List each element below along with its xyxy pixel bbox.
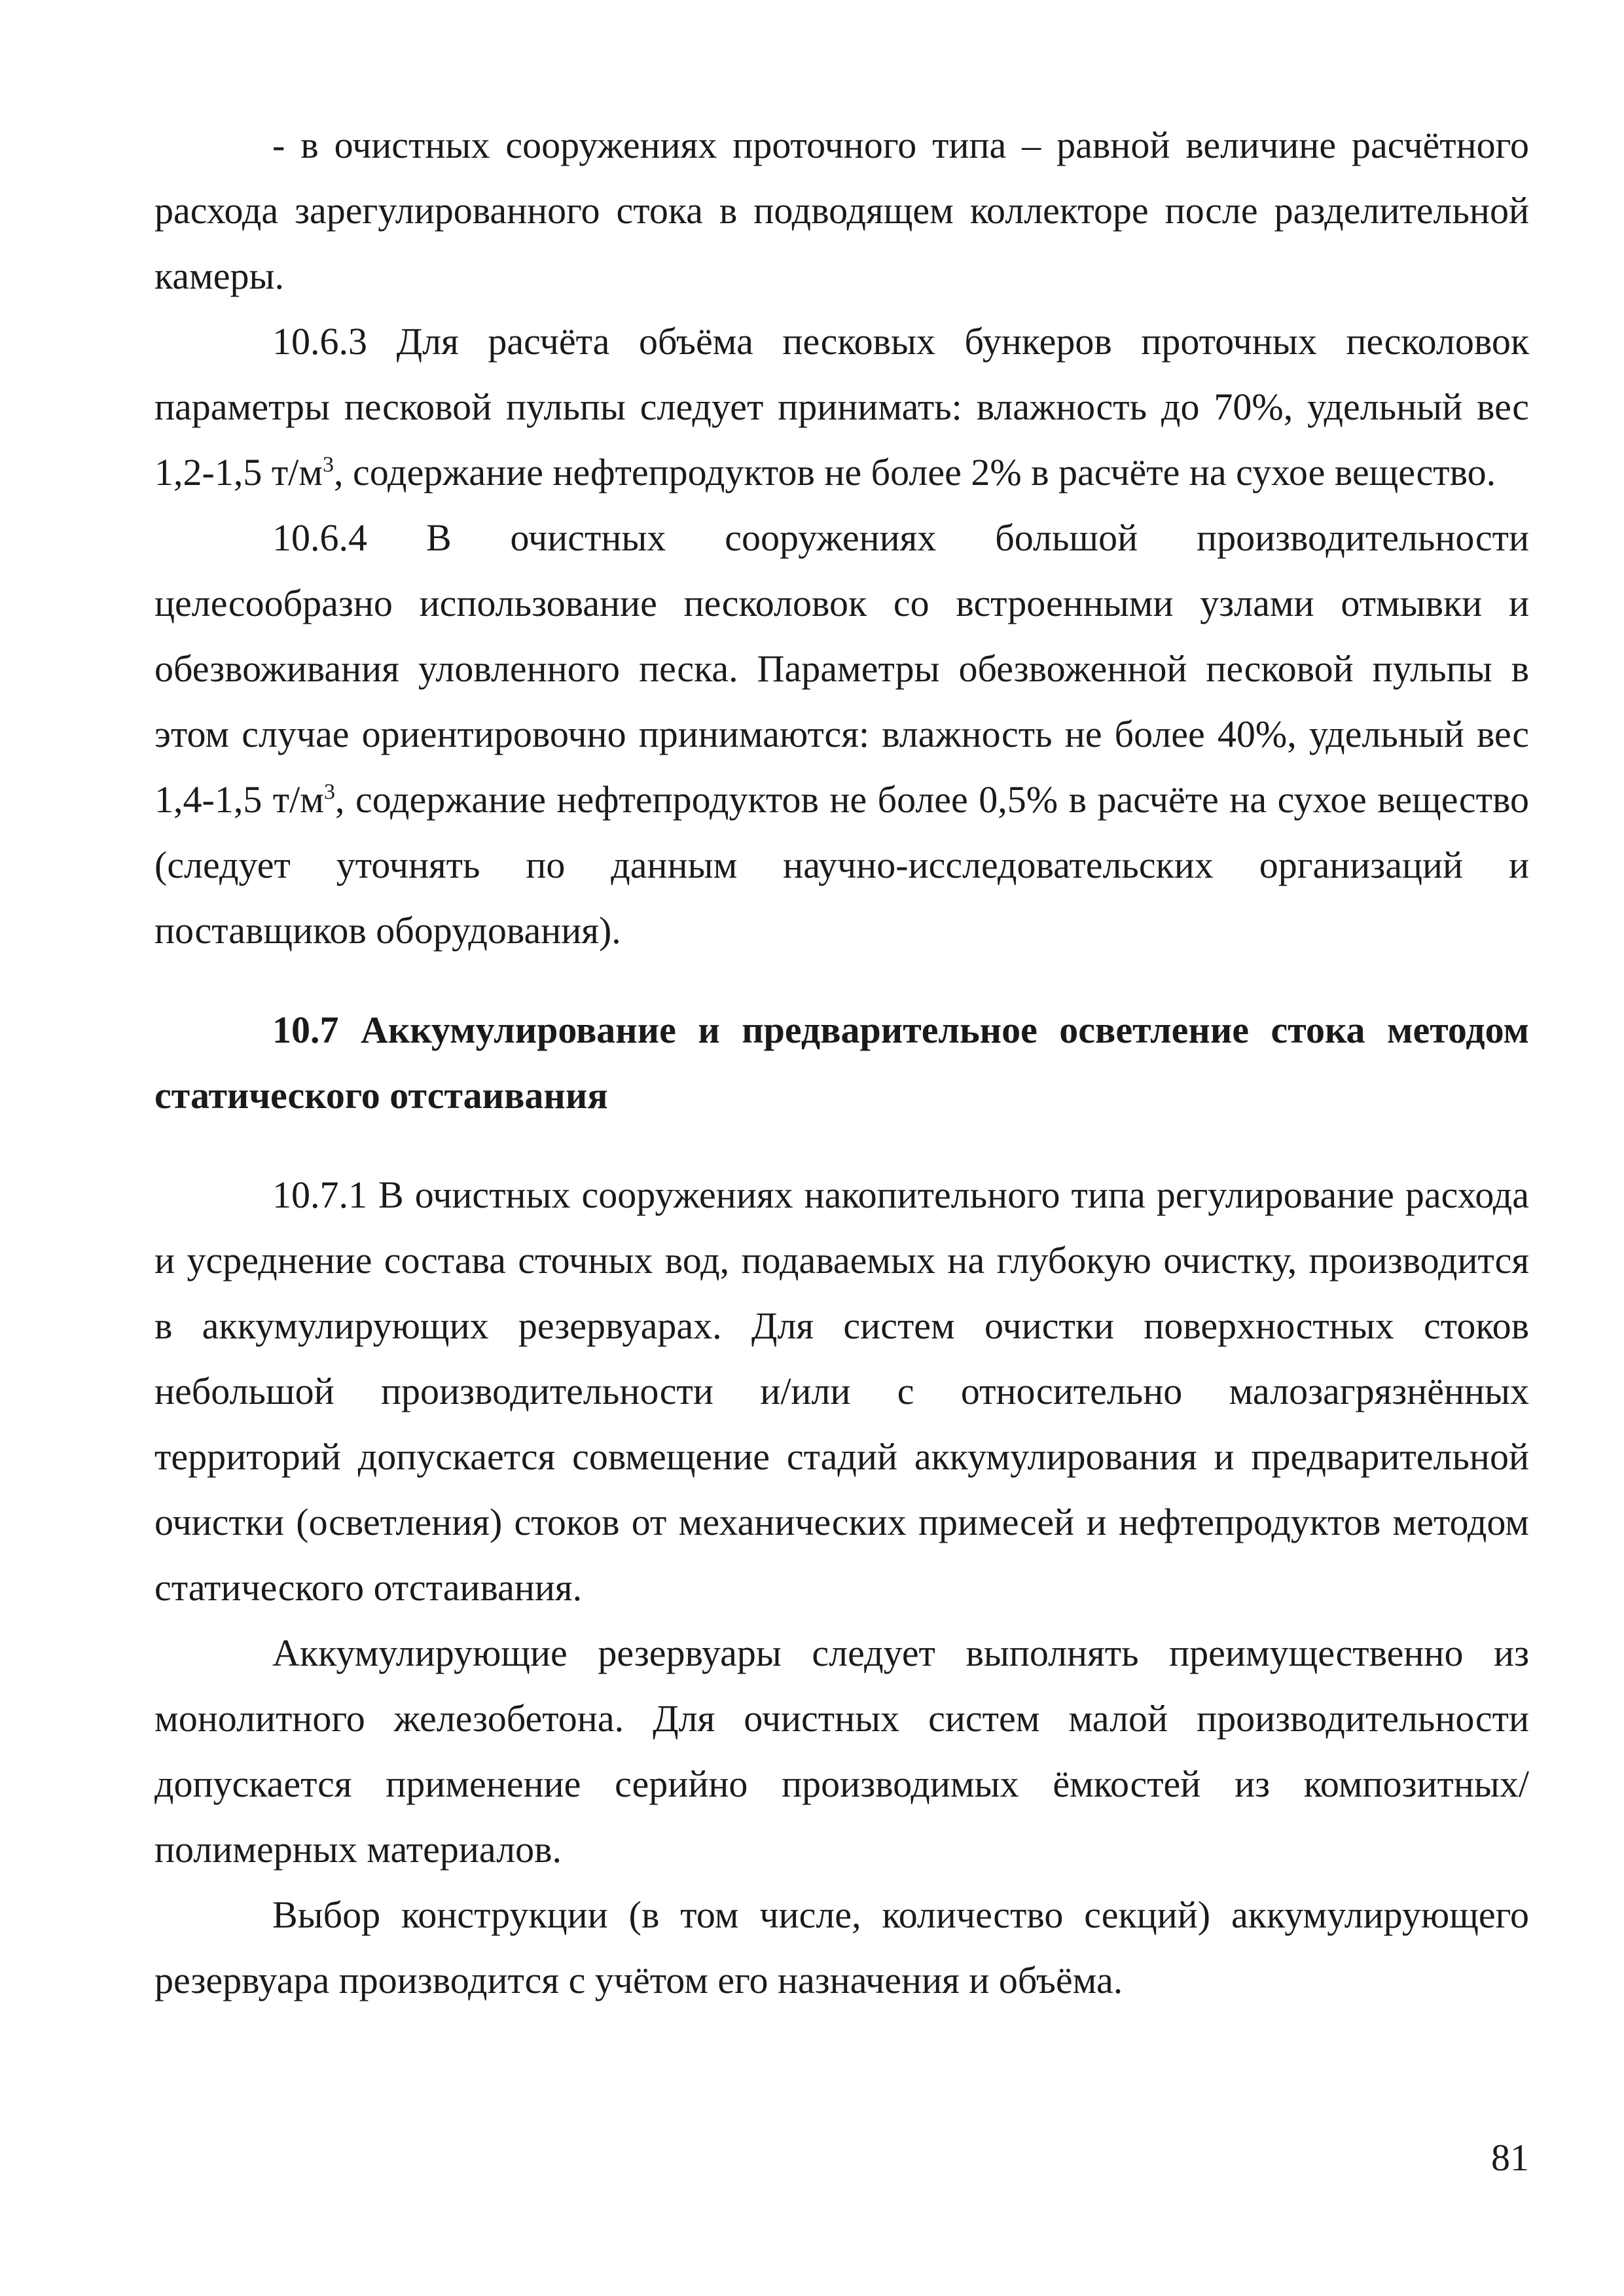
paragraph-text: - в очистных сооружениях проточного типа – равной величине расчётного расхода зарегулированного стока в подводящем коллекторе после разделительной камеры.	[154, 124, 1529, 297]
paragraph-10-7-1	[154, 1162, 1529, 1621]
paragraph-flow-type-clause	[154, 113, 1529, 309]
document-page	[154, 113, 1529, 2013]
superscript: 3	[322, 452, 334, 477]
section-heading-10-7: 10.7 Аккумулирование и предварительное осветление стока методом статического отстаивания	[154, 1009, 1529, 1117]
paragraph-reservoir-material	[154, 1621, 1529, 1882]
paragraph-10-6-4	[154, 505, 1529, 963]
paragraph-text: Аккумулирующие резервуары следует выполнять преимущественно из монолитного железобетона. Для очистных систем малой производительности допускается применение серийно производимых ёмкостей из композитных/полимерных материалов.	[154, 1632, 1529, 1871]
page-number: 81	[1491, 2136, 1529, 2179]
paragraph-text: , содержание нефтепродуктов не более 0,5% в расчёте на сухое вещество (следует уточнять по данным научно-исследовательских организаций и поставщиков оборудования).	[154, 778, 1530, 952]
paragraph-10-6-3	[154, 309, 1529, 505]
paragraph-text: 10.6.3 Для расчёта объёма песковых бункеров проточных песколовок параметры песковой пульпы следует принимать: влажность до 70%, удельный вес 1,2-1,5 т/м	[154, 320, 1529, 493]
paragraph-text: Выбор конструкции (в том числе, количество секций) аккумулирующего резервуара производится с учётом его назначения и объёма.	[154, 1893, 1529, 2001]
paragraph-text: 10.7.1 В очистных сооружениях накопительного типа регулирование расхода и усреднение состава сточных вод, подаваемых на глубокую очистку, производится в аккумулирующих резервуарах. Для систем очистки поверхностных стоков небольшой производительности и/или с относительно малозагрязнённых территорий допускается совмещение стадий аккумулирования и предварительной очистки (осветления) стоков от механических примесей и нефтепродуктов методом статического отстаивания.	[154, 1174, 1529, 1609]
paragraph-reservoir-design	[154, 1882, 1529, 2013]
paragraph-text: , содержание нефтепродуктов не более 2% в расчёте на сухое вещество.	[333, 451, 1496, 493]
superscript: 3	[323, 780, 335, 804]
paragraph-text: 10.6.4 В очистных сооружениях большой производительности целесообразно использование песколовок со встроенными узлами отмывки и обезвоживания уловленного песка. Параметры обезвоженной песковой пульпы в этом случае ориентировочно принимаются: влажность не более 40%, удельный вес 1,4-1,5 т/м	[154, 516, 1529, 821]
